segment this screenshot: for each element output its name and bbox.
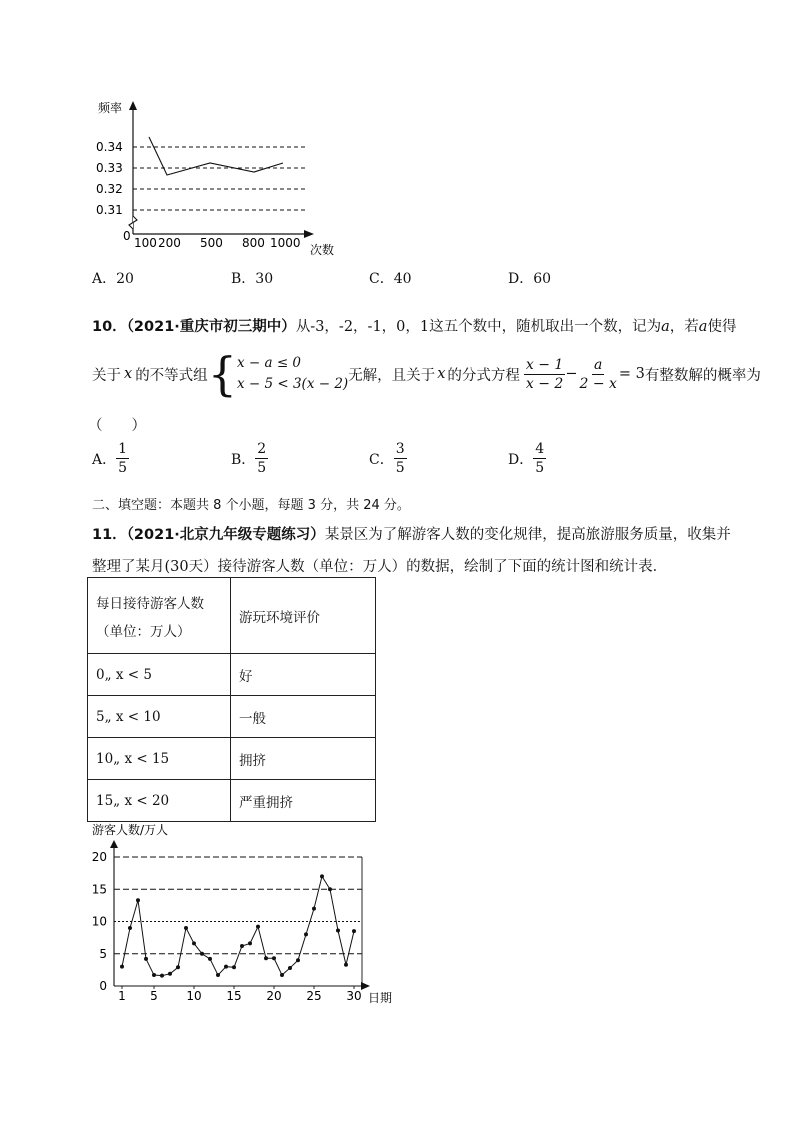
table-cell-eval: 一般 xyxy=(231,696,376,738)
chart1-xlabel: 次数 xyxy=(310,243,335,257)
chart2-data-point xyxy=(192,941,196,945)
fraction-2: $\frac{a}{2 - x}$ xyxy=(579,356,617,392)
chart1-ytick: 0.32 xyxy=(96,182,123,196)
chart2-data-point xyxy=(120,965,124,969)
chart2-data-point xyxy=(144,957,148,961)
chart2-data-point xyxy=(352,929,356,933)
table-header-cell: 游玩环境评价 xyxy=(231,578,376,654)
chart2-data-point xyxy=(128,926,132,930)
chart2-data-point xyxy=(280,973,284,977)
chart2-data-point xyxy=(296,958,300,962)
table-header-cell: 每日接待游客人数 （单位：万人） xyxy=(88,578,231,654)
chart2-ytick: 0 xyxy=(99,979,107,993)
q10-option-c[interactable]: C． $\frac{3}{5}$ xyxy=(369,441,405,476)
q9-option-a[interactable]: A．20 xyxy=(92,271,134,287)
chart2-ylabel: 游客人数/万人 xyxy=(92,823,169,837)
chart2-data-point xyxy=(152,973,156,977)
frequency-chart xyxy=(90,92,350,260)
chart1-xtick: 1000 xyxy=(270,236,301,250)
chart2-data-point xyxy=(336,929,340,933)
q11-line2: 整理了某月(30天）接待游客人数（单位：万人）的数据，绘制了下面的统计图和统计表． xyxy=(92,559,668,575)
chart2-data-point xyxy=(344,963,348,967)
chart1-xtick: 200 xyxy=(158,236,181,250)
system-brace: { xyxy=(207,347,237,401)
chart2-xtick: 15 xyxy=(226,989,242,1003)
table-cell-eval: 严重拥挤 xyxy=(231,780,376,822)
q10-line1: 10．（2021·重庆市初三期中）从-3，-2，-1，0，1这五个数中，随机取出一个数，记为a，若a使得 xyxy=(92,319,737,335)
q10-option-a[interactable]: A． $\frac{1}{5}$ xyxy=(92,441,128,476)
chart1-xtick: 800 xyxy=(242,236,265,250)
q9-option-b[interactable]: B．30 xyxy=(231,271,274,287)
q11-line1: 11．（2021·北京九年级专题练习）某景区为了解游客人数的变化规律，提高旅游服务质量，收集并 xyxy=(92,527,731,543)
chart2-data-point xyxy=(160,974,164,978)
chart2-data-point xyxy=(224,965,228,969)
chart2-data-point xyxy=(232,965,236,969)
chart2-y-arrow xyxy=(110,840,118,848)
table-row xyxy=(88,738,376,780)
table-cell-eval: 好 xyxy=(231,654,376,696)
q10-option-d[interactable]: D． $\frac{4}{5}$ xyxy=(508,441,545,476)
q10-option-b[interactable]: B． $\frac{2}{5}$ xyxy=(231,441,267,476)
q10-source: （2021·重庆市初三期中） xyxy=(126,319,296,335)
chart2-x-arrow xyxy=(361,982,370,990)
q9-option-d[interactable]: D．60 xyxy=(508,271,552,287)
chart2-data-point xyxy=(136,898,140,902)
table-row xyxy=(88,654,376,696)
chart2-data-point xyxy=(168,972,172,976)
q10-number: 10． xyxy=(92,319,127,335)
chart1-x-arrow xyxy=(304,230,314,238)
chart1-frequency-line xyxy=(149,137,283,175)
chart2-data-point xyxy=(208,957,212,961)
chart2-data-point xyxy=(272,956,276,960)
chart2-ytick: 10 xyxy=(91,914,107,929)
chart1-ytick: 0 xyxy=(123,229,131,243)
table-header-row xyxy=(88,578,376,654)
chart2-data-point xyxy=(216,973,220,977)
chart2-data-point xyxy=(176,965,180,969)
q11-number: 11． xyxy=(92,527,127,543)
chart1-ytick: 0.33 xyxy=(96,161,123,175)
chart2-data-point xyxy=(304,932,308,936)
chart2-data-point xyxy=(240,944,244,948)
q10-answer-paren: （ ） xyxy=(88,418,146,434)
inequality-2: x − 5 < 3(x − 2) xyxy=(236,376,349,392)
chart1-axis-break xyxy=(129,216,137,229)
table-cell-range: 5„ x < 10 xyxy=(88,696,231,738)
section-2-heading: 二、填空题：本题共 8 个小题，每题 3 分，共 24 分。 xyxy=(92,498,410,513)
visitor-line-chart xyxy=(86,818,416,1013)
q10-line2: 关于 x 的不等式组 { x − a ≤ 0 x − 5 < 3(x − 2) 无解，且关于 x 的分式方程 $\frac{x - 1}{x - 2}$ − $\frac{a}{2 - x}$ = 3 有整数解的概率为 xyxy=(92,347,761,401)
chart1-xtick: 500 xyxy=(200,236,223,250)
table-cell-range: 0„ x < 5 xyxy=(88,654,231,696)
chart2-data-point xyxy=(256,925,260,929)
table-cell-range: 15„ x < 20 xyxy=(88,780,231,822)
chart2-data-point xyxy=(184,926,188,930)
chart2-data-point xyxy=(312,907,316,911)
table-cell-range: 10„ x < 15 xyxy=(88,738,231,780)
chart2-xtick: 30 xyxy=(346,989,362,1003)
q9-option-c[interactable]: C．40 xyxy=(369,271,412,287)
q11-source: （2021·北京九年级专题练习） xyxy=(126,527,325,543)
chart2-xtick: 1 xyxy=(118,989,126,1003)
inequality-system xyxy=(237,353,348,395)
chart2-ytick: 5 xyxy=(99,946,107,961)
chart1-ytick: 0.34 xyxy=(96,140,123,154)
chart2-ytick: 20 xyxy=(91,850,107,864)
chart2-data-point xyxy=(248,941,252,945)
chart2-data-point xyxy=(320,874,324,878)
chart2-data-point xyxy=(200,952,204,956)
chart2-xlabel: 日期 xyxy=(368,991,393,1005)
chart2-ytick: 15 xyxy=(91,882,107,897)
chart1-ylabel: 频率 xyxy=(98,101,123,115)
table-row xyxy=(88,780,376,822)
inequality-1: x − a ≤ 0 xyxy=(236,355,302,371)
table-row xyxy=(88,696,376,738)
chart2-data-point xyxy=(328,887,332,891)
chart2-xtick: 20 xyxy=(266,989,282,1003)
chart2-series-line xyxy=(122,876,354,975)
chart2-xtick: 5 xyxy=(150,989,158,1003)
chart1-y-arrow xyxy=(129,101,137,110)
chart2-data-point xyxy=(264,956,268,960)
chart1-ytick: 0.31 xyxy=(96,203,123,217)
chart2-data-point xyxy=(288,966,292,970)
visitor-evaluation-table xyxy=(87,577,376,822)
table-cell-eval: 拥挤 xyxy=(231,738,376,780)
fraction-1: $\frac{x - 1}{x - 2}$ xyxy=(525,356,564,392)
chart2-xtick: 25 xyxy=(306,989,322,1003)
chart1-xtick: 100 xyxy=(134,236,157,250)
chart2-xtick: 10 xyxy=(186,989,202,1003)
